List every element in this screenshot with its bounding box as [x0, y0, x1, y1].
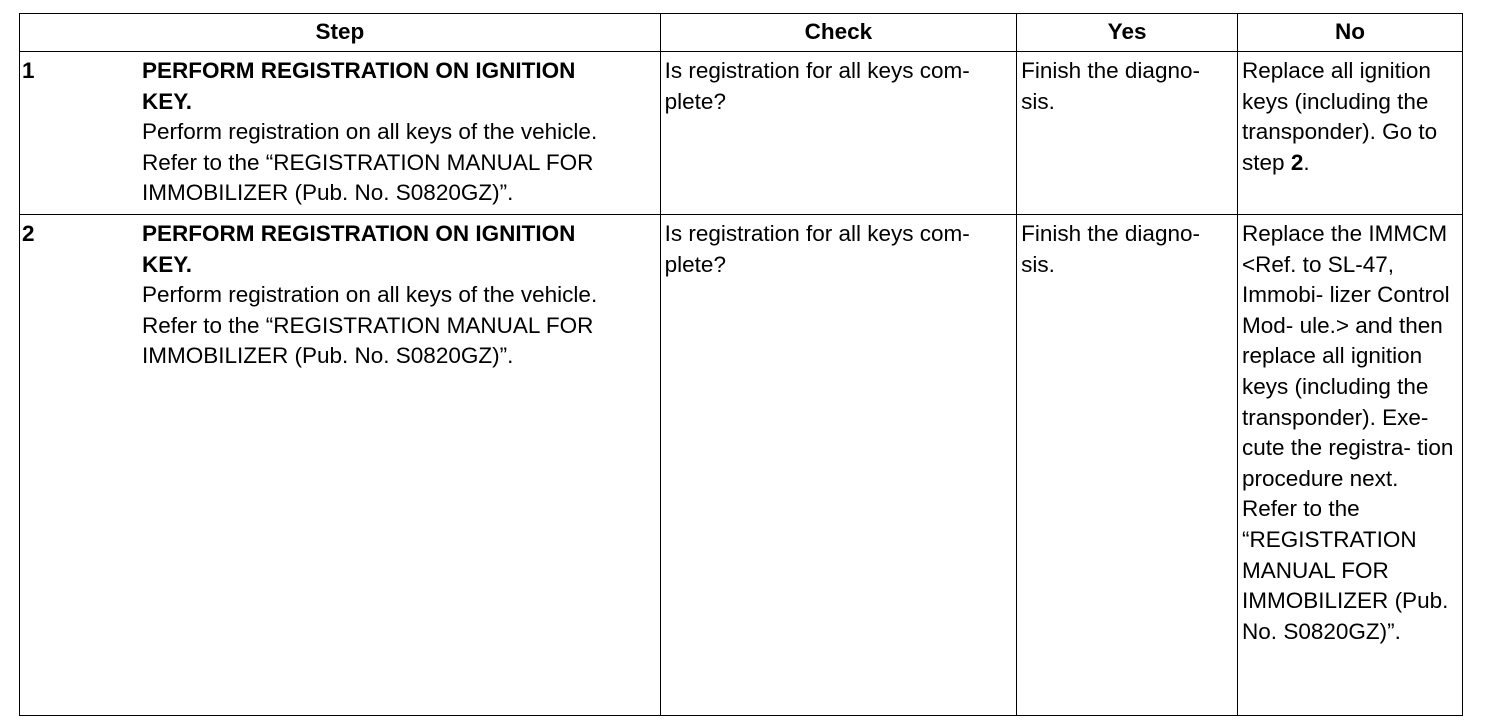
no-cell	[1238, 52, 1463, 215]
step-number: 2	[20, 215, 138, 716]
step-description	[138, 215, 660, 716]
check-line: plete?	[664, 251, 726, 277]
step-number: 1	[20, 52, 138, 215]
yes-cell	[1017, 215, 1238, 716]
check-cell	[660, 215, 1016, 716]
no-line: IMMCM <Ref. to	[1242, 221, 1448, 277]
yes-line: Finish the diagno-	[1021, 221, 1200, 246]
step-body-line: Refer to the “REGISTRATION MANUAL FOR	[141, 149, 594, 175]
table-row	[20, 215, 1463, 716]
goto-suffix: .	[1303, 149, 1310, 175]
yes-line: Finish the diagno-	[1021, 58, 1200, 83]
diagnosis-table	[19, 13, 1463, 716]
check-cell	[660, 52, 1016, 215]
no-line: S0820GZ)”.	[1283, 618, 1401, 644]
step-body-line: IMMOBILIZER (Pub. No. S0820GZ)”.	[141, 343, 514, 369]
header-no: No	[1238, 14, 1463, 52]
check-line: Is registration for all keys com-	[664, 58, 970, 83]
no-line: cute the registra-	[1242, 435, 1411, 461]
no-line: keys (including the	[1242, 373, 1429, 399]
step-title-line: KEY.	[141, 251, 193, 277]
step-title-line: KEY.	[141, 88, 193, 114]
no-line: ule.> and then	[1299, 312, 1443, 338]
step-body-line: Perform registration on all keys of the vehicle.	[141, 282, 598, 308]
check-line: Is registration for all keys com-	[664, 221, 970, 246]
no-line: SL-47, Immobi-	[1242, 251, 1395, 308]
step-body-line: IMMOBILIZER (Pub. No. S0820GZ)”.	[141, 180, 514, 206]
goto-step-number: 2	[1290, 149, 1304, 175]
step-body-line: Perform registration on all keys of the vehicle.	[141, 119, 598, 145]
yes-cell	[1017, 52, 1238, 215]
step-description	[138, 52, 660, 215]
step-body-line: Refer to the “REGISTRATION MANUAL FOR	[141, 312, 594, 338]
no-line: MANUAL FOR	[1242, 557, 1389, 583]
no-line: tion procedure	[1242, 435, 1454, 491]
header-yes: Yes	[1017, 14, 1238, 52]
yes-line: sis.	[1021, 88, 1055, 114]
no-line: Replace all ignition	[1242, 58, 1431, 83]
yes-line: sis.	[1021, 251, 1055, 277]
no-line: Replace the	[1242, 221, 1363, 246]
no-line: IMMOBILIZER	[1242, 588, 1389, 614]
goto-prefix: to step	[1242, 119, 1438, 175]
header-row	[20, 14, 1463, 52]
no-line: “REGISTRATION	[1242, 526, 1417, 552]
no-cell	[1238, 215, 1463, 716]
no-line: lizer Control Mod-	[1242, 282, 1450, 338]
no-line: keys (including the	[1242, 88, 1429, 114]
no-line: transponder). Exe-	[1242, 404, 1429, 430]
no-line: transponder). Go	[1242, 119, 1413, 145]
no-line: replace all ignition	[1242, 343, 1423, 369]
step-title-line: PERFORM REGISTRATION ON IGNITION	[141, 58, 576, 83]
table-row	[20, 52, 1463, 215]
header-check: Check	[660, 14, 1016, 52]
header-step: Step	[20, 14, 661, 52]
no-line: (Pub. No.	[1242, 588, 1449, 644]
no-line: next. Refer to the	[1242, 465, 1399, 522]
step-title-line: PERFORM REGISTRATION ON IGNITION	[141, 221, 576, 246]
check-line: plete?	[664, 88, 726, 114]
